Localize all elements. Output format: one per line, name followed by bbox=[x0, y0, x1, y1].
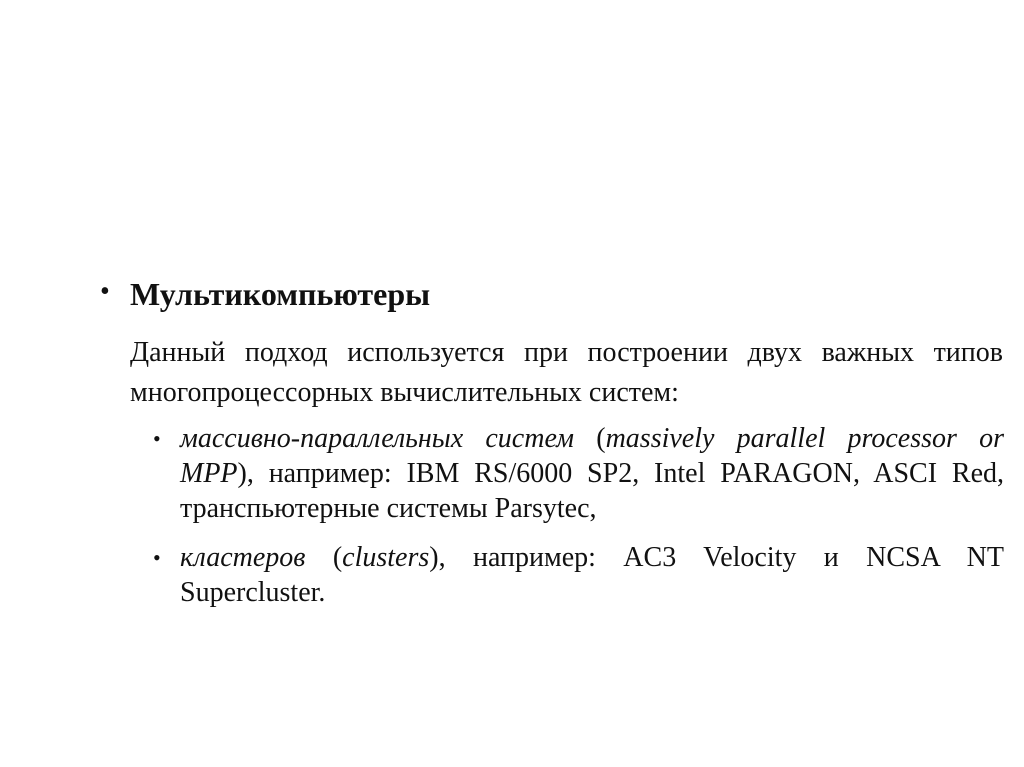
item-text: ), например: IBM RS/6000 SP2, Intel PARAGON, ASCI Red, транспьютерные системы Parsytec, bbox=[180, 458, 1004, 524]
term-ru: кластеров bbox=[180, 542, 306, 573]
paren-open: ( bbox=[574, 423, 606, 454]
item-text: ), например: AC3 Velocity и NCSA NT Supercluster. bbox=[180, 542, 1005, 608]
slide-heading: Мультикомпьютеры bbox=[130, 276, 431, 312]
term-en: massively parallel processor or MPP bbox=[180, 423, 1004, 489]
sub-bullet-list bbox=[153, 421, 1004, 610]
term-ru: массивно-параллельных систем bbox=[180, 423, 575, 454]
paren-open: ( bbox=[305, 542, 343, 573]
term-en: clusters bbox=[342, 542, 430, 573]
intro-paragraph: Данный подход используется при построении двух важных типов многопроцессорных вычислительных систем: bbox=[130, 337, 1003, 408]
bullet-icon: • bbox=[153, 426, 161, 451]
bullet-icon: • bbox=[100, 276, 110, 307]
list-item-mpp bbox=[153, 421, 1004, 526]
list-item-clusters bbox=[153, 540, 1004, 610]
bullet-icon: • bbox=[153, 545, 161, 570]
